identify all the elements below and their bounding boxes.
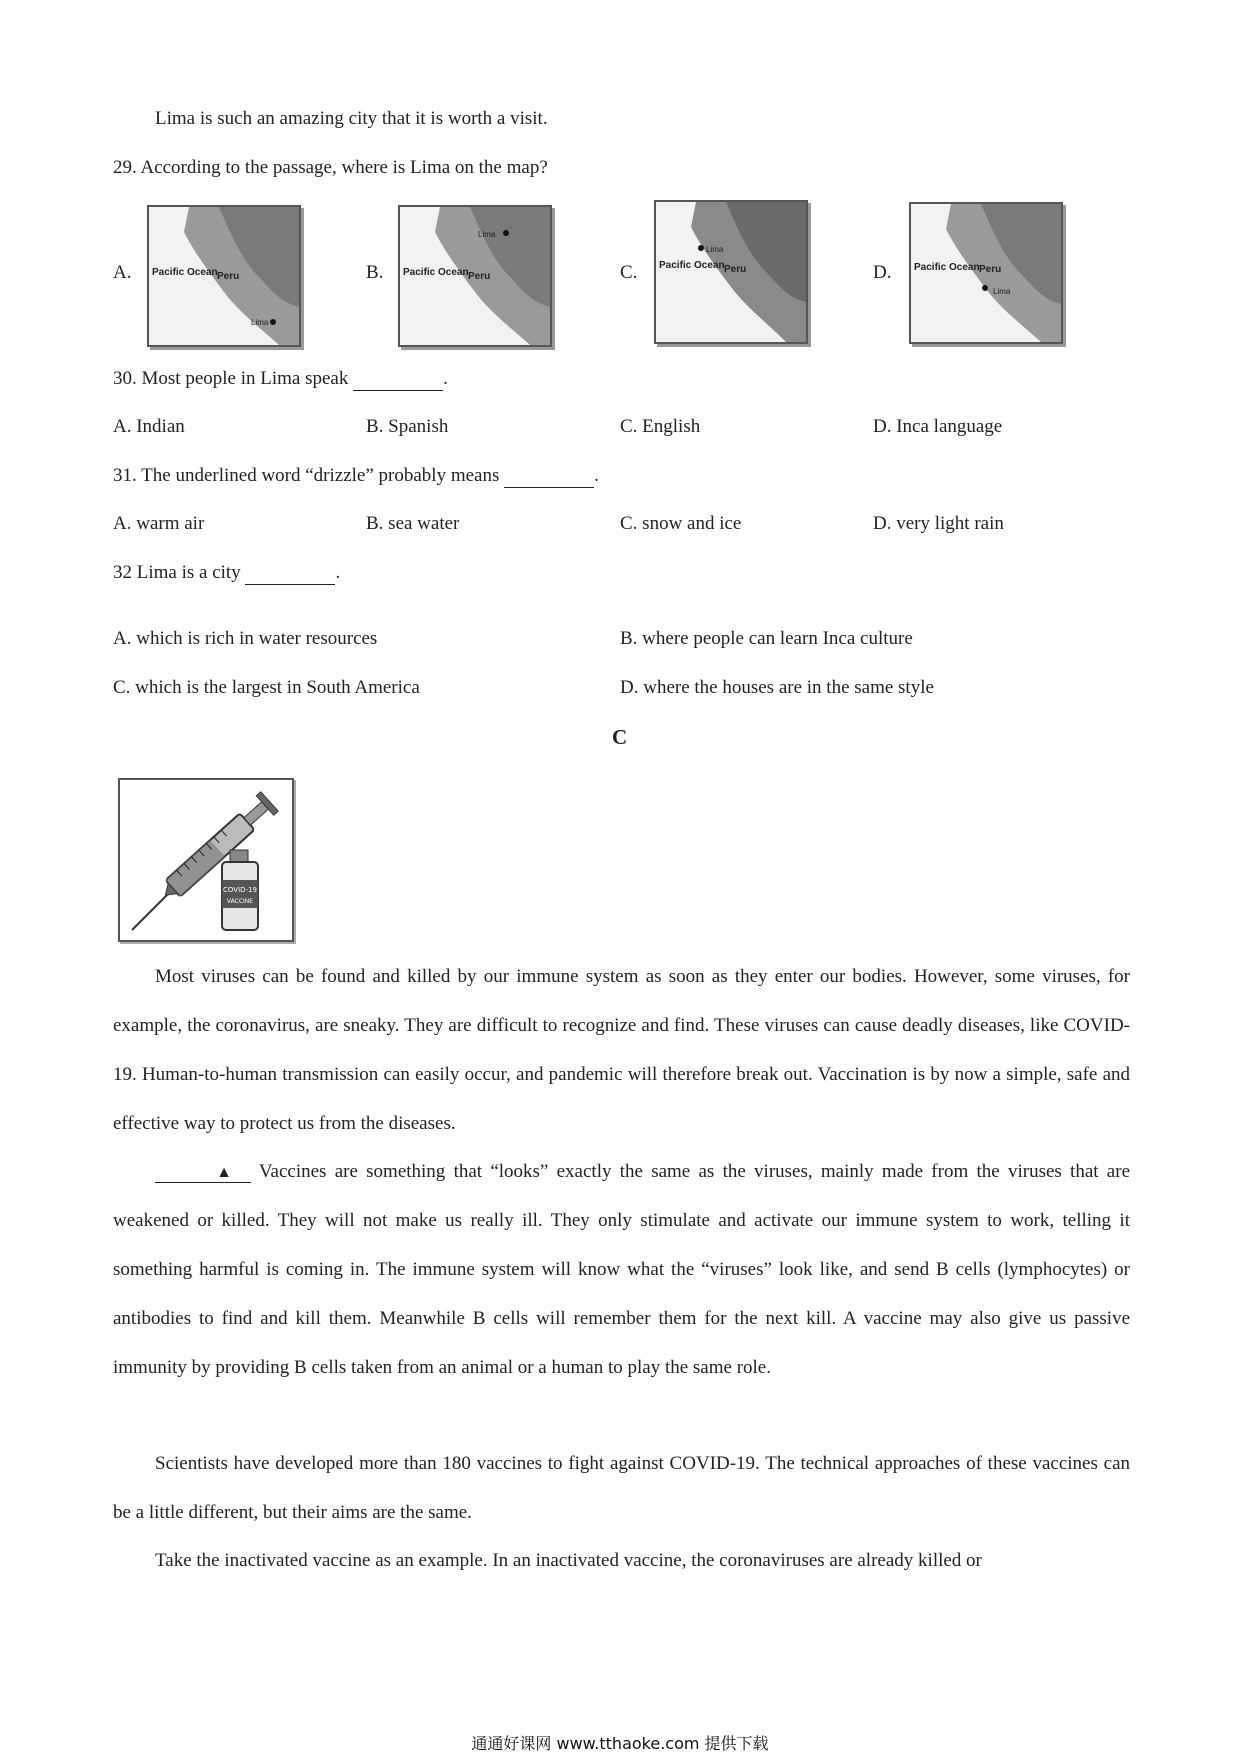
map-option-d: [909, 202, 1063, 344]
q31-suffix: .: [594, 465, 599, 486]
q32-option-c: C. which is the largest in South America: [113, 677, 420, 698]
passage-c-paragraph-1: Most viruses can be found and killed by our immune system as soon as they enter our bodies. However, some viruses, for example, the coronavirus, are sneaky. They are difficult to recognize and find. These viruses can cause deadly diseases, like COVID-19. Human-to-human transmission can easily occur, and pandemic will therefore break out. Vaccination is by now a simple, safe and effective way to protect us from the diseases.: [113, 966, 1130, 1134]
passage-c-paragraph-4: Take the inactivated vaccine as an example. In an inactivated vaccine, the coronaviruses are already killed or: [155, 1550, 982, 1571]
question-31: [113, 465, 599, 488]
map-a-city: Lima: [251, 318, 269, 327]
syringe-vial-graphic: [120, 780, 292, 940]
vaccine-syringe-image: [118, 778, 294, 942]
q31-option-b: B. sea water: [366, 513, 460, 534]
map-d-city: Lima: [993, 287, 1011, 296]
map-option-c: [654, 200, 808, 344]
passage-blank-marker: ▲: [155, 1164, 251, 1183]
q29-option-a-label: A.: [113, 262, 132, 283]
map-option-a: [147, 205, 301, 347]
map-a-country: Peru: [217, 271, 240, 282]
question-32: [113, 562, 340, 585]
q32-text: 32 Lima is a city: [113, 562, 241, 583]
map-b-ocean: Pacific Ocean: [403, 267, 469, 278]
map-c-country: Peru: [724, 264, 747, 275]
q31-text: 31. The underlined word “drizzle” probably means: [113, 465, 500, 486]
map-d-country: Peru: [979, 264, 1002, 275]
vial-sub-label: VACCINE: [226, 898, 254, 905]
q30-blank: [353, 368, 443, 391]
q32-option-b: B. where people can learn Inca culture: [620, 628, 913, 649]
q31-option-a: A. warm air: [113, 513, 205, 534]
q32-option-d: D. where the houses are in the same style: [620, 677, 934, 698]
q31-option-d: D. very light rain: [873, 513, 1004, 534]
map-b-country: Peru: [468, 271, 491, 282]
map-a-ocean: Pacific Ocean: [152, 267, 218, 278]
q31-blank: [504, 465, 594, 488]
q30-option-a: A. Indian: [113, 416, 185, 437]
question-29: 29. According to the passage, where is Lima on the map?: [113, 157, 548, 178]
map-d-ocean: Pacific Ocean: [914, 262, 980, 273]
q30-option-d: D. Inca language: [873, 416, 1003, 437]
q29-option-b-label: B.: [366, 262, 384, 283]
q30-text: 30. Most people in Lima speak: [113, 368, 349, 389]
q32-suffix: .: [335, 562, 341, 583]
map-c-city: Lima: [706, 245, 724, 254]
question-30: [113, 368, 448, 391]
map-b-city: Lima: [478, 230, 496, 239]
q30-suffix: .: [443, 368, 448, 389]
q30-option-c: C. English: [620, 416, 701, 437]
q32-blank: [245, 562, 335, 585]
passage-c-paragraph-2-text: Vaccines are something that “looks” exactly the same as the viruses, mainly made from the viruses that are weakened or killed. They will not make us really ill. They only stimulate and activate our immune system to work, telling it something harmful is coming in. The immune system will know what the “viruses” look like, and send B cells (lymphocytes) or antibodies to find and kill them. Meanwhile B cells will remember them for the next kill. A vaccine may also give us passive immunity by providing B cells taken from an animal or a human to play the same role.: [113, 1161, 1130, 1378]
section-c-heading: C: [612, 725, 628, 749]
map-option-b: [398, 205, 552, 347]
q29-option-d-label: D.: [873, 262, 892, 283]
passage-c-paragraph-3: Scientists have developed more than 180 vaccines to fight against COVID-19. The technical approaches of these vaccines can be a little different, but their aims are the same.: [113, 1453, 1130, 1523]
vial-label: COVID-19: [223, 886, 257, 894]
q29-option-c-label: C.: [620, 262, 638, 283]
q30-option-b: B. Spanish: [366, 416, 449, 437]
q31-option-c: C. snow and ice: [620, 513, 742, 534]
map-c-ocean: Pacific Ocean: [659, 260, 725, 271]
passage-c-paragraph-2: [113, 1147, 1130, 1392]
intro-line: Lima is such an amazing city that it is worth a visit.: [155, 108, 548, 129]
q32-option-a: A. which is rich in water resources: [113, 628, 378, 649]
page-footer: 通通好课网 www.tthaoke.com 提供下载: [471, 1734, 769, 1753]
